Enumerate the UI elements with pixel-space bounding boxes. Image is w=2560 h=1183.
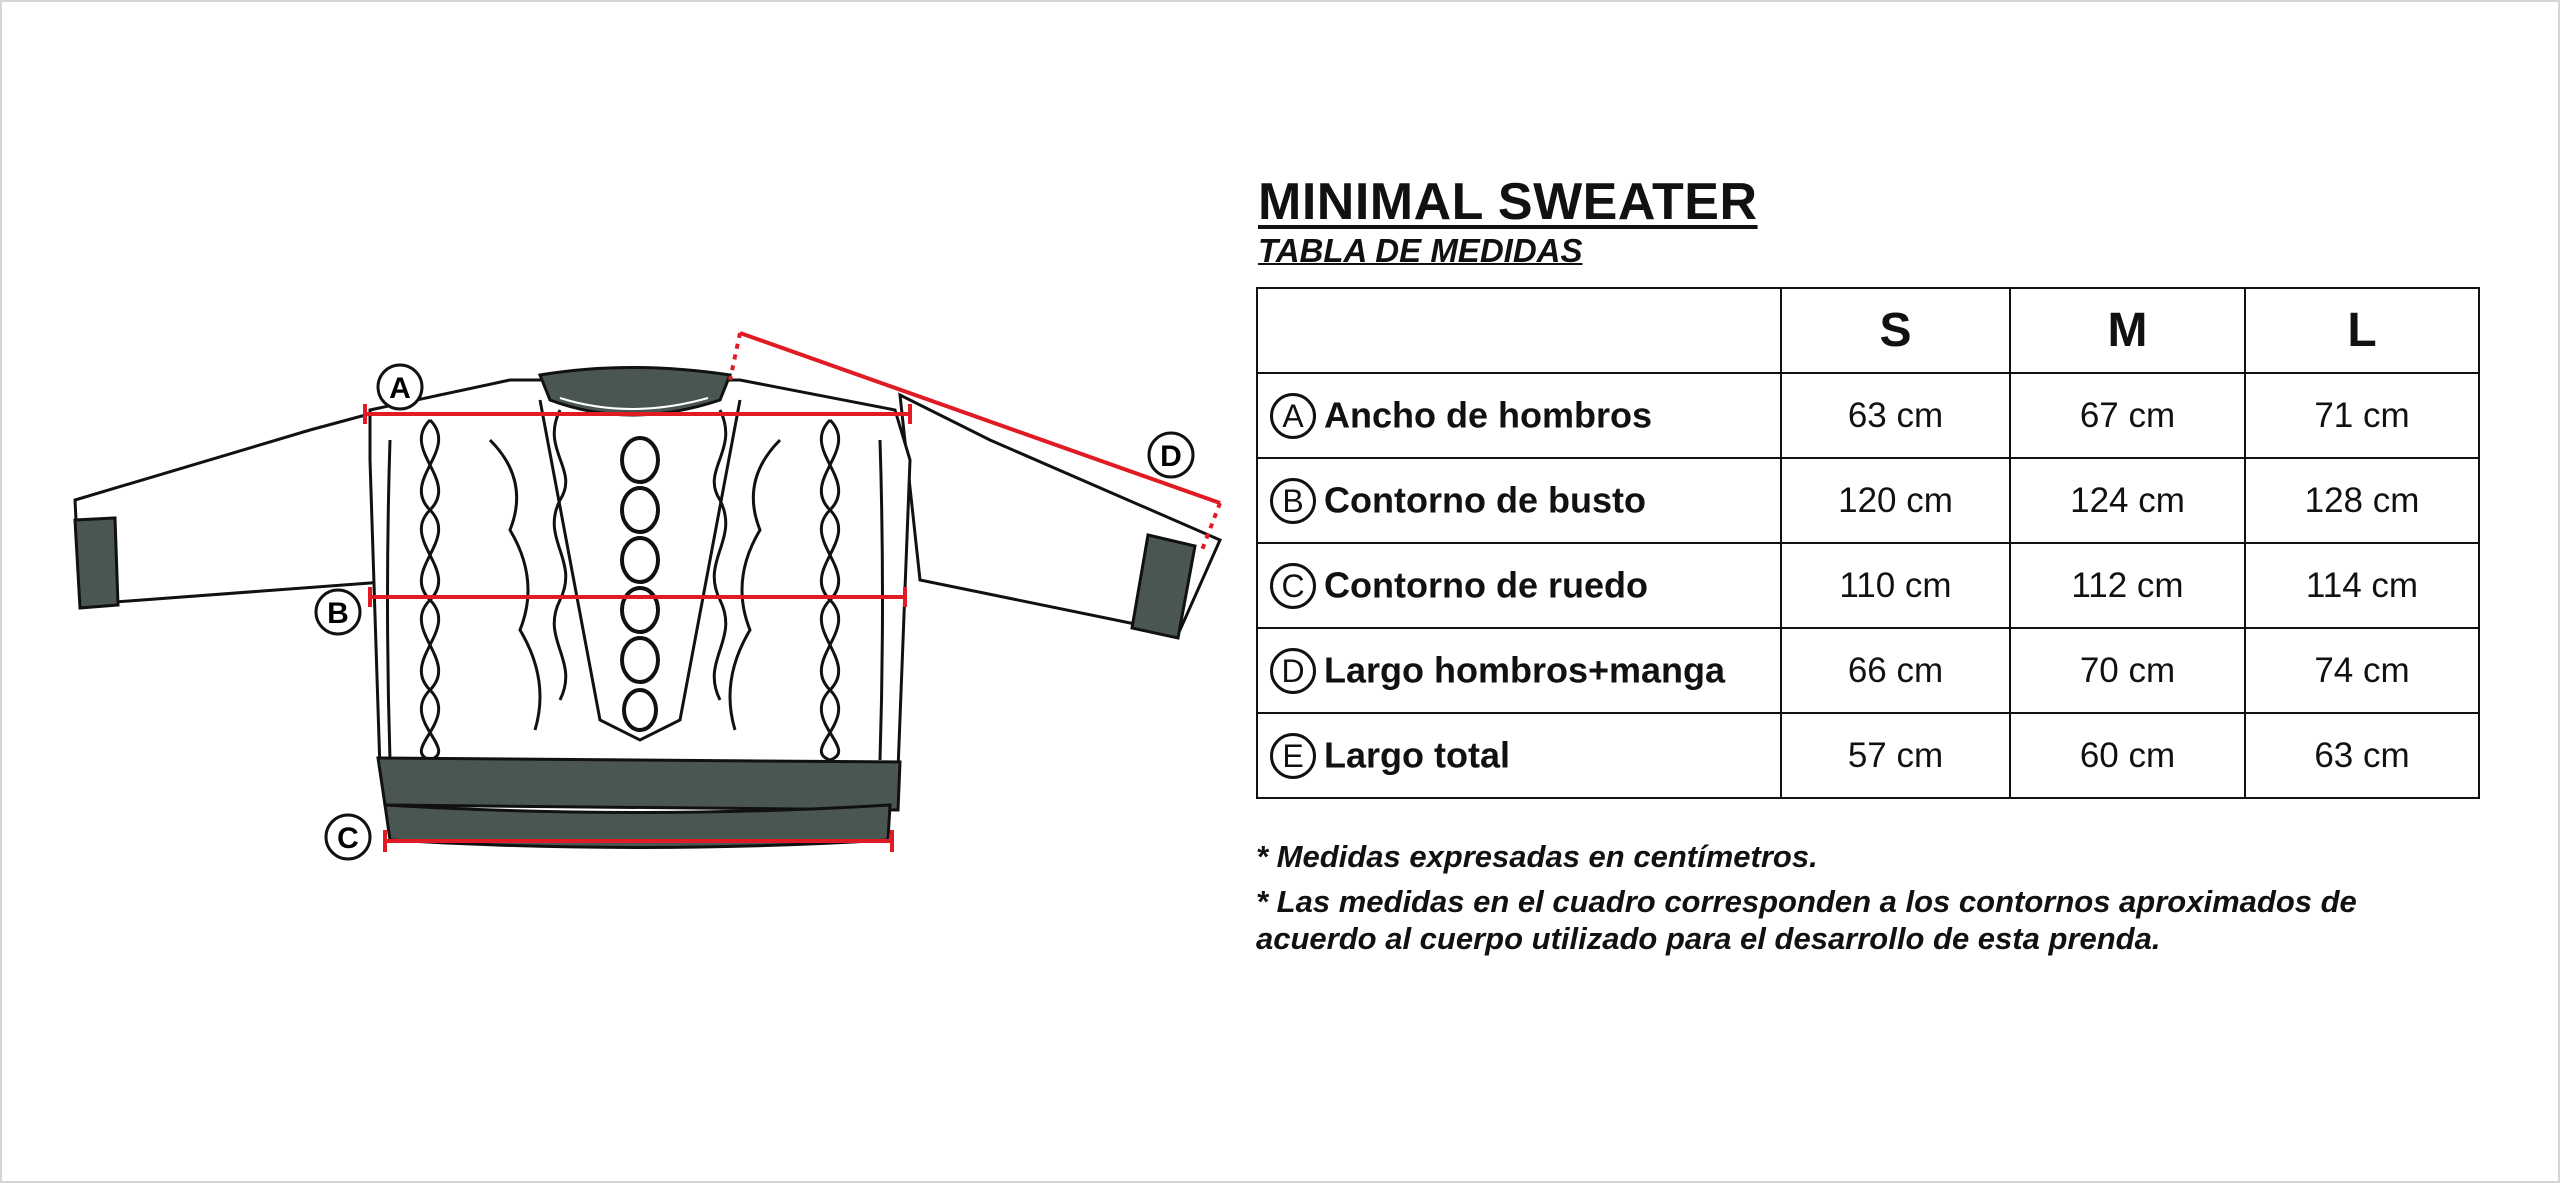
marker-d (1149, 433, 1193, 477)
table-subtitle: TABLA DE MEDIDAS (1258, 232, 1583, 269)
sweater-sketch (40, 300, 1240, 900)
header-size-l: L (2245, 288, 2479, 373)
notes (1256, 838, 2516, 965)
table-row (1257, 458, 2479, 543)
marker-b (316, 590, 360, 634)
value-m: 70 cm (2010, 628, 2245, 713)
row-label-text: Ancho de hombros (1324, 394, 1653, 436)
header-empty (1257, 288, 1781, 373)
value-l: 63 cm (2245, 713, 2479, 798)
value-m: 60 cm (2010, 713, 2245, 798)
value-l: 74 cm (2245, 628, 2479, 713)
value-s: 57 cm (1781, 713, 2010, 798)
sweater-diagram (40, 300, 1240, 900)
note-measurements: * Las medidas en el cuadro corresponden a los contornos aproximados de acuerdo al cuerpo utilizado para el desarrollo de esta prenda. (1256, 884, 2357, 956)
table-row (1257, 628, 2479, 713)
svg-text:A: A (389, 372, 411, 405)
row-label (1257, 458, 1781, 543)
svg-text:D: D (1160, 440, 1182, 473)
row-letter: A (1270, 393, 1316, 439)
row-letter: E (1270, 733, 1316, 779)
value-m: 124 cm (2010, 458, 2245, 543)
left-cuff (75, 518, 118, 608)
table-row (1257, 713, 2479, 798)
table-row (1257, 373, 2479, 458)
table-header-row (1257, 288, 2479, 373)
value-s: 66 cm (1781, 628, 2010, 713)
header-size-m: M (2010, 288, 2245, 373)
row-letter: C (1270, 563, 1316, 609)
row-label-text: Largo hombros+manga (1324, 649, 1726, 691)
marker-a (378, 365, 422, 409)
value-s: 120 cm (1781, 458, 2010, 543)
note-units: * Medidas expresadas en centímetros. (1256, 839, 1818, 874)
table-row (1257, 543, 2479, 628)
value-m: 67 cm (2010, 373, 2245, 458)
row-label (1257, 543, 1781, 628)
value-l: 128 cm (2245, 458, 2479, 543)
svg-text:B: B (327, 597, 349, 630)
row-label-text: Largo total (1324, 734, 1510, 776)
row-label (1257, 713, 1781, 798)
header-size-s: S (1781, 288, 2010, 373)
value-l: 114 cm (2245, 543, 2479, 628)
row-label-text: Contorno de busto (1324, 479, 1646, 521)
row-label (1257, 373, 1781, 458)
hem-rib-upper (378, 758, 900, 810)
value-m: 112 cm (2010, 543, 2245, 628)
row-letter: B (1270, 478, 1316, 524)
page-title: MINIMAL SWEATER (1258, 173, 1758, 231)
value-l: 71 cm (2245, 373, 2479, 458)
row-label (1257, 628, 1781, 713)
marker-c (326, 815, 370, 859)
svg-text:C: C (337, 822, 359, 855)
row-letter: D (1270, 648, 1316, 694)
size-table (1256, 287, 2480, 799)
row-label-text: Contorno de ruedo (1324, 564, 1648, 606)
value-s: 63 cm (1781, 373, 2010, 458)
value-s: 110 cm (1781, 543, 2010, 628)
